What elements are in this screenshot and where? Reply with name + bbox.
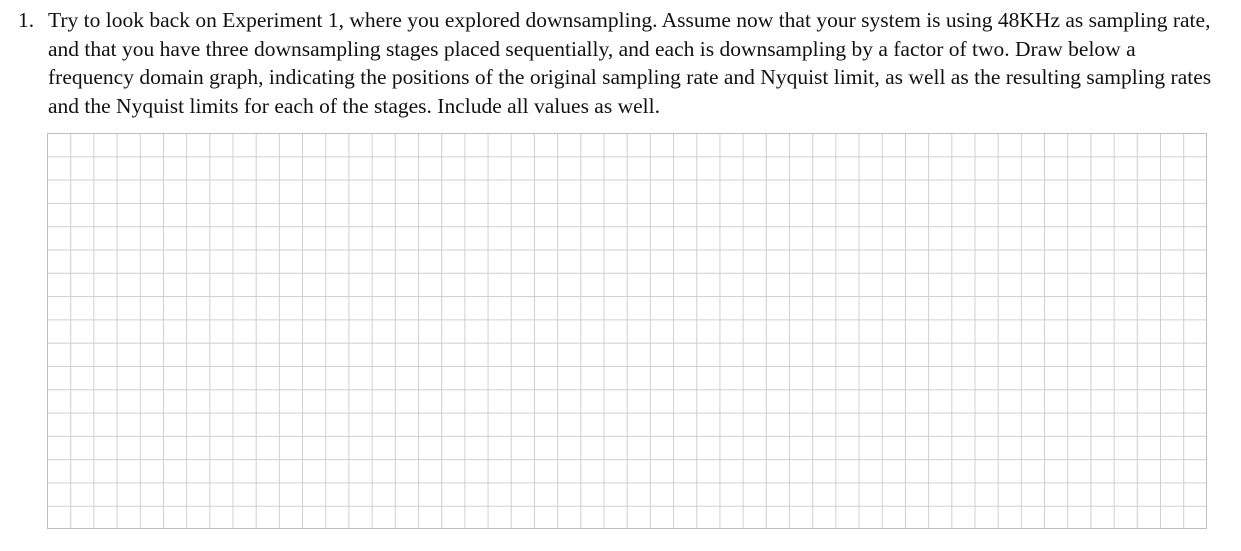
question-block	[18, 6, 1218, 120]
question-text: Try to look back on Experiment 1, where you explored downsampling. Assume now that your system is using 48KHz as sampling rate, and that you have three downsampling stages placed sequentially, and each is downsampling by a factor of two. Draw below a frequency domain graph, indicating the positions of the original sampling rate and Nyquist limit, as well as the resulting sampling rates and the Nyquist limits for each of the stages. Include all values as well.	[48, 8, 1212, 118]
question-number: 1.	[18, 8, 35, 32]
answer-grid[interactable]	[47, 133, 1207, 529]
